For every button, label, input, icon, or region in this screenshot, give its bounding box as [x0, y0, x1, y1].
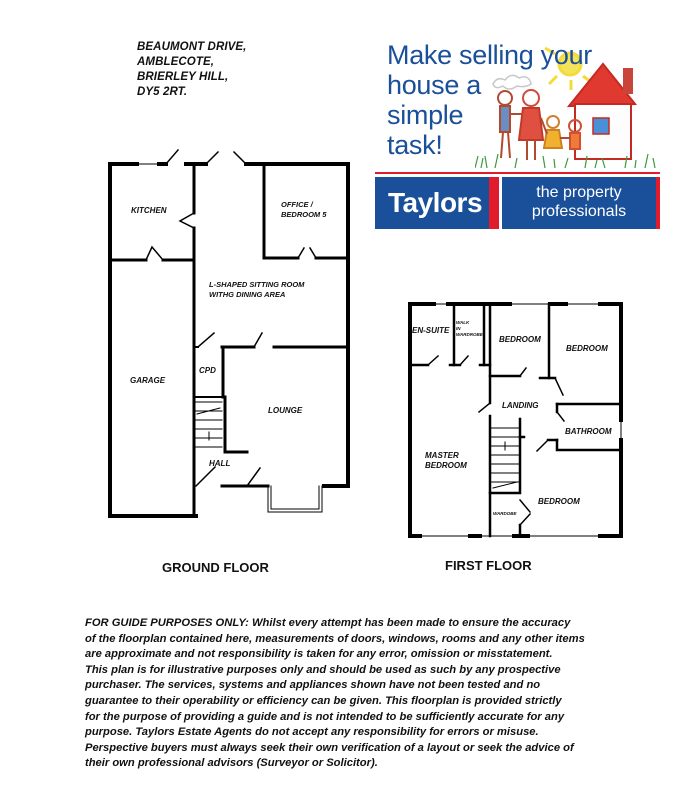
room-label-bathroom: BATHROOM — [565, 427, 612, 436]
disclaimer-line: are approximate and not responsibility is taken for any error, omission or misstatement. — [85, 648, 553, 661]
disclaimer-line: Perspective buyers must always seek their own verification of a layout or seek the advice of — [85, 741, 574, 754]
address-line: AMBLECOTE, — [137, 56, 215, 68]
disclaimer-line: This plan is for illustrative purposes only and should be used as such by any prospective — [85, 663, 561, 676]
stairs-icon — [491, 428, 519, 488]
brand-name: Taylors — [388, 187, 483, 218]
address-line: DY5 2RT. — [137, 86, 188, 98]
disclaimer-line: of the floorplan contained here, measurements of doors, windows, rooms and any other items — [85, 632, 585, 645]
room-label-hall: HALL — [209, 459, 231, 468]
room-label-sitting-room: L-SHAPED SITTING ROOM — [209, 280, 305, 289]
first-floor-label: FIRST FLOOR — [445, 558, 532, 573]
room-label-bedroom: BEDROOM — [566, 344, 608, 353]
disclaimer-line: guarantee to their operability or efficiency can be given. This floorplan is provided strictly — [85, 694, 562, 707]
headline-line: task! — [387, 130, 443, 160]
room-label-garage: GARAGE — [130, 376, 166, 385]
room-label-cpd: CPD — [199, 366, 216, 375]
room-label-master-bedroom: MASTER — [425, 451, 459, 460]
disclaimer-text — [85, 616, 665, 772]
disclaimer-line: their own professional advisors (Surveyor or Solicitor). — [85, 757, 378, 770]
room-label-bedroom: BEDROOM — [538, 497, 580, 506]
room-label-walkin-wardrobe: WARDROBE — [456, 332, 483, 337]
room-label-walkin-wardrobe: WALK — [456, 320, 470, 325]
room-label-walkin-wardrobe: IN — [456, 326, 461, 331]
stairs-icon — [196, 402, 222, 447]
headline-line: house a — [387, 70, 481, 100]
room-label-kitchen: KITCHEN — [131, 206, 167, 215]
headline-line: Make selling your — [387, 40, 592, 70]
room-label-lounge: LOUNGE — [268, 406, 303, 415]
headline-line: simple — [387, 100, 464, 130]
room-label-ensuite: EN-SUITE — [412, 326, 450, 335]
disclaimer-line: FOR GUIDE PURPOSES ONLY: Whilst every attempt has been made to ensure the accuracy — [85, 617, 571, 629]
disclaimer-line: purpose. Taylors Estate Agents do not accept any responsibility for errors or misuse. — [85, 726, 539, 739]
room-label-sitting-room: WITHG DINING AREA — [209, 290, 286, 299]
room-label-office: OFFICE / — [281, 200, 313, 209]
tagline-line: the property — [536, 184, 622, 201]
ground-floor-label: GROUND FLOOR — [162, 560, 269, 575]
tagline-line: professionals — [531, 203, 627, 220]
room-label-bedroom: BEDROOM — [499, 335, 541, 344]
disclaimer-line: for the purpose of providing a guide and is not intended to be sufficiently accurate for any — [85, 710, 565, 723]
disclaimer-line: purchaser. The services, systems and appliances shown have not been tested and no — [85, 679, 541, 692]
room-label-landing: LANDING — [502, 401, 539, 410]
room-label-office: BEDROOM 5 — [281, 210, 327, 219]
address-line: BEAUMONT DRIVE, — [137, 41, 247, 53]
room-label-master-bedroom: BEDROOM — [425, 461, 467, 470]
room-label-wardrobe: WARDOBE — [493, 511, 517, 516]
address-line: BRIERLEY HILL, — [137, 71, 229, 83]
